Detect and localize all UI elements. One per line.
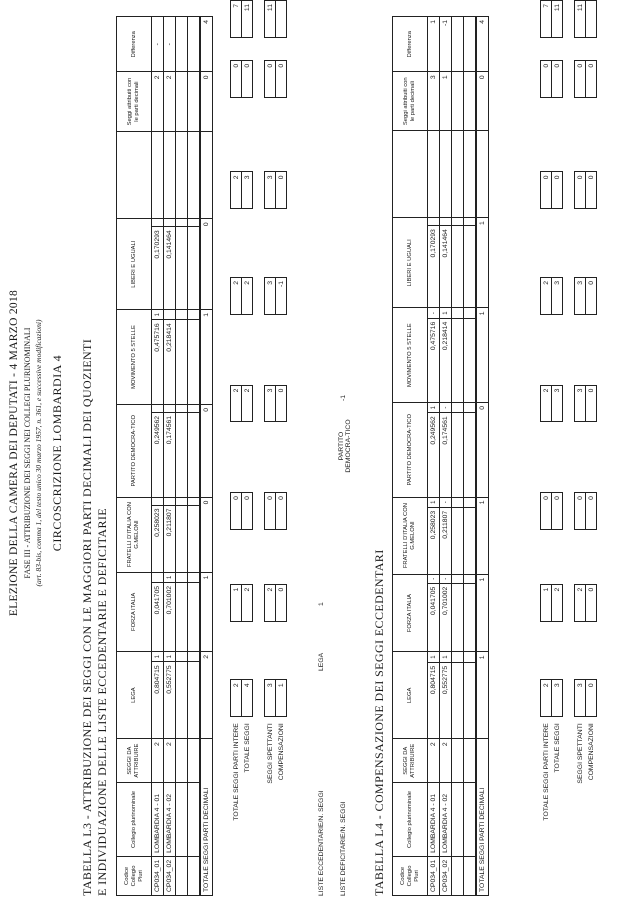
val-seggi-dec: 0	[276, 60, 287, 97]
val-diff	[276, 1, 287, 38]
col-fratelli-italia: FRATELLI D'ITALIA CON G.MELONI	[393, 497, 428, 574]
cell-leu-mark: 1	[152, 309, 164, 319]
cell-seggi-dec: 2	[152, 72, 164, 131]
total-fi: 1	[476, 574, 489, 652]
cell-fdi-mark	[152, 572, 164, 582]
cell-lega: 0,552775	[440, 662, 452, 738]
cell-leu: 0,170293	[152, 227, 164, 310]
deficitarie-label: LISTE DEFICITARIE/N. SEGGI	[340, 801, 347, 896]
label-compensazioni: COMPENSAZIONI	[587, 723, 595, 781]
val-seggi-dec: 0	[231, 60, 242, 97]
total-leu: 0	[200, 219, 213, 310]
val-m5s: 3	[575, 277, 586, 314]
val-diff: 11	[265, 1, 276, 38]
col-lega: LEGA	[117, 652, 152, 739]
summary-row	[575, 1, 586, 877]
val-fdi: 0	[231, 493, 242, 530]
cell-seggi-dec: 1	[440, 72, 452, 131]
col-movimento-5-stelle: MOVIMENTO 5 STELLE	[393, 308, 428, 403]
summary-row	[242, 1, 253, 877]
col-seggi-da-attribuire: SEGGI DA ATTRIBUIRE	[117, 739, 152, 783]
cell-seggi: 2	[152, 739, 164, 783]
col-seggi-decimali	[393, 131, 428, 218]
val-pd: 3	[265, 385, 276, 422]
total-lega: 2	[200, 652, 213, 739]
val-leu: 0	[586, 172, 597, 209]
table-row	[428, 17, 440, 896]
val-seggi-dec: 0	[575, 60, 586, 97]
total-blank	[200, 131, 213, 219]
cell-fdi: 0,258023	[428, 507, 440, 574]
cell-collegio: LOMBARDIA 4 - 01	[152, 783, 164, 857]
cell-fdi: 0,211807	[440, 507, 452, 574]
val-seggi-dec: 0	[586, 60, 597, 97]
table-row	[440, 17, 452, 896]
val-fdi: 0	[541, 493, 552, 530]
cell-pd-mark: 1	[428, 497, 440, 507]
total-fdi: 1	[476, 497, 489, 574]
cell-leu-mark: -	[428, 308, 440, 318]
total-blank	[476, 131, 489, 218]
val-seggi-dec: 0	[552, 60, 563, 97]
val-m5s: 2	[541, 277, 552, 314]
cell-lega: 0,804715	[152, 662, 164, 739]
val-diff: 7	[541, 1, 552, 38]
cell-leu: 0,141464	[164, 227, 176, 310]
cell-fi: 0,701002	[440, 583, 452, 652]
val-fdi: 0	[586, 493, 597, 530]
val-pd: 2	[242, 385, 253, 422]
val-lega: 2	[231, 680, 242, 717]
cell-seggi: 2	[440, 739, 452, 783]
total-lega: 1	[476, 652, 489, 739]
val-seggi-dec: 0	[265, 60, 276, 97]
label-totale-seggi: TOTALE SEGGI	[553, 723, 561, 773]
cell-diff: 1	[428, 17, 440, 72]
cell-pd: 0,174561	[164, 412, 176, 497]
col-seggi-decimali	[117, 131, 152, 219]
summary-row	[541, 1, 552, 877]
cell-fdi: 0,211807	[164, 505, 176, 572]
val-leu: 3	[265, 172, 276, 209]
table-header-row	[117, 17, 152, 896]
col-collegio: Collegio plurinominale	[117, 783, 152, 857]
col-codice: Codice Collegio Pluri	[393, 856, 428, 895]
total-m5s: 1	[476, 308, 489, 403]
cell-fdi-mark: -	[440, 574, 452, 583]
cell-empty	[428, 218, 440, 226]
cell-fi-mark: 1	[152, 652, 164, 662]
cell-leu-mark	[164, 309, 176, 319]
cell-fi-mark: 1	[428, 652, 440, 662]
table-row-empty	[452, 17, 464, 896]
label-parti-intere: TOTALE SEGGI PARTI INTERE	[232, 723, 240, 821]
val-fi: 2	[575, 584, 586, 621]
election-title: ELEZIONE DELLA CAMERA DEI DEPUTATI - 4 MARZO 2018	[8, 289, 20, 617]
cell-pd: 0,174561	[440, 413, 452, 497]
table-l3-summary	[230, 0, 287, 876]
cell-seggi: 2	[164, 739, 176, 783]
val-pd: 2	[231, 385, 242, 422]
val-lega: 4	[242, 680, 253, 717]
total-m5s: 1	[200, 309, 213, 404]
val-lega: 1	[276, 680, 287, 717]
cell-m5s-mark	[152, 404, 164, 412]
cell-m5s: 0,475716	[152, 320, 164, 405]
table-l4-summary	[540, 0, 597, 876]
label-seggi-spettanti: SEGGI SPETTANTI	[266, 723, 274, 784]
col-collegio: Collegio plurinominale	[393, 783, 428, 857]
cell-fi: 0,041705	[152, 582, 164, 651]
total-fi: 1	[200, 572, 213, 651]
cell-collegio: LOMBARDIA 4 - 01	[428, 783, 440, 857]
cell-m5s-mark: 1	[428, 402, 440, 412]
val-pd: 0	[586, 385, 597, 422]
val-fdi: 0	[276, 493, 287, 530]
label-totale-seggi: TOTALE SEGGI	[243, 723, 251, 773]
label-compensazioni: COMPENSAZIONI	[277, 723, 285, 781]
deficitarie-value: -1	[340, 394, 347, 401]
summary-row	[265, 1, 276, 877]
cell-collegio: LOMBARDIA 4 - 02	[164, 783, 176, 857]
cell-seggi-dec: 2	[164, 72, 176, 131]
val-fi: 0	[586, 584, 597, 621]
cell-empty	[440, 218, 452, 226]
val-m5s: -1	[276, 278, 287, 315]
cell-fi: 0,701002	[164, 582, 176, 651]
cell-pd-mark	[164, 497, 176, 505]
cell-fi-mark: 1	[440, 652, 452, 662]
table-l3-title-line2: E INDIVIDUAZIONE DELLE LISTE ECCEDENTARIE E DEFICITARIE	[95, 507, 109, 896]
val-diff	[586, 1, 597, 38]
summary-row	[586, 1, 597, 877]
totals-label: TOTALE SEGGI PARTI DECIMALI	[476, 739, 489, 896]
cell-diff: -1	[440, 17, 452, 72]
col-differenza: Differenza	[117, 17, 152, 72]
cell-seggi: 2	[428, 739, 440, 783]
total-diff: 4	[200, 17, 213, 72]
col-partito-democratico: PARTITO DEMOCRA-TICO	[117, 404, 152, 497]
val-pd: 3	[575, 385, 586, 422]
cell-pd: 0,249562	[428, 413, 440, 497]
total-seggi-dec: 0	[200, 72, 213, 131]
cell-codice: CP034_02	[440, 856, 452, 895]
val-pd: 0	[276, 385, 287, 422]
cell-m5s: 0,475716	[428, 318, 440, 402]
eccedentarie-party: LEGA	[318, 652, 325, 671]
summary-row	[231, 1, 242, 877]
cell-blank	[152, 131, 164, 219]
col-lega: LEGA	[393, 652, 428, 739]
val-leu: 3	[242, 172, 253, 209]
cell-fdi: 0,258023	[152, 505, 164, 572]
cell-leu-mark: 1	[440, 308, 452, 318]
val-lega: 3	[575, 680, 586, 717]
circoscrizione-title: CIRCOSCRIZIONE LOMBARDIA 4	[50, 354, 64, 552]
summary-row	[552, 1, 563, 877]
col-differenza: Differenza	[393, 17, 428, 72]
val-fdi: 0	[575, 493, 586, 530]
cell-pd-mark: -	[440, 497, 452, 507]
cell-blank	[164, 131, 176, 219]
table-row-empty	[464, 17, 477, 896]
col-seggi-attribuiti: Seggi attribuiti con le parti decimali	[117, 72, 152, 131]
val-fi: 1	[231, 584, 242, 621]
val-lega: 2	[541, 680, 552, 717]
val-fi: 2	[265, 584, 276, 621]
totals-label: TOTALE SEGGI PARTI DECIMALI	[200, 739, 213, 896]
val-lega: 3	[552, 680, 563, 717]
val-m5s: 2	[231, 278, 242, 315]
val-diff: 11	[552, 1, 563, 38]
total-leu: 1	[476, 218, 489, 308]
legal-reference: (art. 83-bis, comma 1, del testo unico 30 marzo 1957, n. 361, e successive modificazioni)	[34, 319, 43, 587]
cell-collegio: LOMBARDIA 4 - 02	[440, 783, 452, 857]
cell-m5s: 0,218414	[440, 318, 452, 402]
val-fi: 1	[541, 584, 552, 621]
total-diff: 4	[476, 17, 489, 72]
cell-fi: 0,041705	[428, 583, 440, 652]
eccedentarie-label: LISTE ECCEDENTARIE/N. SEGGI	[318, 790, 325, 896]
cell-empty	[152, 219, 164, 227]
val-pd: 3	[552, 385, 563, 422]
val-pd: 2	[541, 385, 552, 422]
total-fdi: 0	[200, 497, 213, 572]
cell-lega: 0,804715	[428, 662, 440, 738]
phase-subtitle: FASE III - ATTRIBUZIONE DEI SEGGI NEI COLLEGI PLURINOMINALI	[23, 327, 32, 579]
cell-fi-mark: 1	[164, 652, 176, 662]
col-movimento-5-stelle: MOVIMENTO 5 STELLE	[117, 309, 152, 404]
table-l3	[116, 16, 213, 896]
table-row-empty	[176, 17, 188, 896]
label-parti-intere: TOTALE SEGGI PARTI INTERE	[542, 723, 550, 821]
val-m5s: 3	[265, 278, 276, 315]
table-header-row	[393, 17, 428, 896]
col-forza-italia: FORZA ITALIA	[117, 572, 152, 651]
table-row	[164, 17, 176, 896]
cell-codice: CP034_01	[428, 856, 440, 895]
val-fi: 2	[552, 584, 563, 621]
val-diff: 7	[231, 1, 242, 38]
val-m5s: 3	[552, 277, 563, 314]
summary-row	[276, 1, 287, 877]
cell-seggi-dec: 3	[428, 72, 440, 131]
val-fdi: 0	[265, 493, 276, 530]
val-leu: 0	[552, 172, 563, 209]
val-leu: 2	[231, 172, 242, 209]
col-seggi-da-attribuire: SEGGI DA ATTRIBUIRE	[393, 739, 428, 783]
table-row-empty	[188, 17, 201, 896]
table-l4-title: TABELLA L4 - COMPENSAZIONE DEI SEGGI ECCEDENTARI	[372, 549, 386, 896]
col-liberi-uguali: LIBERI E UGUALI	[117, 219, 152, 310]
totals-row	[476, 17, 489, 896]
col-partito-democratico: PARTITO DEMOCRA-TICO	[393, 402, 428, 497]
val-diff: 11	[575, 1, 586, 38]
total-pd: 0	[476, 402, 489, 497]
val-diff: 11	[242, 1, 253, 38]
val-fdi: 0	[552, 493, 563, 530]
cell-m5s-mark	[164, 404, 176, 412]
table-l3-title-line1: TABELLA L3 - ATTRIBUZIONE DEI SEGGI CON LE MAGGIORI PARTI DECIMALI DEI QUOZIENTI	[80, 338, 94, 896]
deficitarie-party: PARTITO DEMOCRA-TICO	[338, 419, 352, 473]
cell-fdi-mark: -	[428, 574, 440, 583]
val-seggi-dec: 0	[541, 60, 552, 97]
cell-empty	[164, 219, 176, 227]
val-leu: 0	[276, 172, 287, 209]
cell-blank	[428, 131, 440, 218]
val-lega: 3	[265, 680, 276, 717]
cell-codice: CP034_01	[152, 856, 164, 895]
total-seggi-dec: 0	[476, 72, 489, 131]
cell-diff: -	[152, 17, 164, 72]
col-codice: Codice Collegio Pluri	[117, 856, 152, 895]
val-m5s: 2	[242, 278, 253, 315]
cell-leu: 0,170293	[428, 226, 440, 308]
val-m5s: 0	[586, 277, 597, 314]
cell-m5s: 0,218414	[164, 320, 176, 405]
col-forza-italia: FORZA ITALIA	[393, 574, 428, 652]
cell-fdi-mark: 1	[164, 572, 176, 582]
table-l4	[392, 16, 489, 896]
cell-diff: -	[164, 17, 176, 72]
cell-leu: 0,141464	[440, 226, 452, 308]
total-pd: 0	[200, 404, 213, 497]
cell-pd: 0,249562	[152, 412, 164, 497]
totals-row	[200, 17, 213, 896]
table-row	[152, 17, 164, 896]
val-lega: 0	[586, 680, 597, 717]
col-liberi-uguali: LIBERI E UGUALI	[393, 218, 428, 308]
label-seggi-spettanti: SEGGI SPETTANTI	[576, 723, 584, 784]
val-leu: 0	[541, 172, 552, 209]
cell-m5s-mark: -	[440, 402, 452, 412]
eccedentarie-value: 1	[318, 602, 325, 606]
val-leu: 0	[575, 172, 586, 209]
val-fdi: 0	[242, 493, 253, 530]
val-fi: 0	[276, 584, 287, 621]
val-fi: 2	[242, 584, 253, 621]
cell-codice: CP034_02	[164, 856, 176, 895]
cell-lega: 0,552775	[164, 662, 176, 739]
cell-pd-mark	[152, 497, 164, 505]
col-seggi-attribuiti: Seggi attribuiti con le parti decimali	[393, 72, 428, 131]
col-fratelli-italia: FRATELLI D'ITALIA CON G.MELONI	[117, 497, 152, 572]
val-seggi-dec: 0	[242, 60, 253, 97]
cell-blank	[440, 131, 452, 218]
